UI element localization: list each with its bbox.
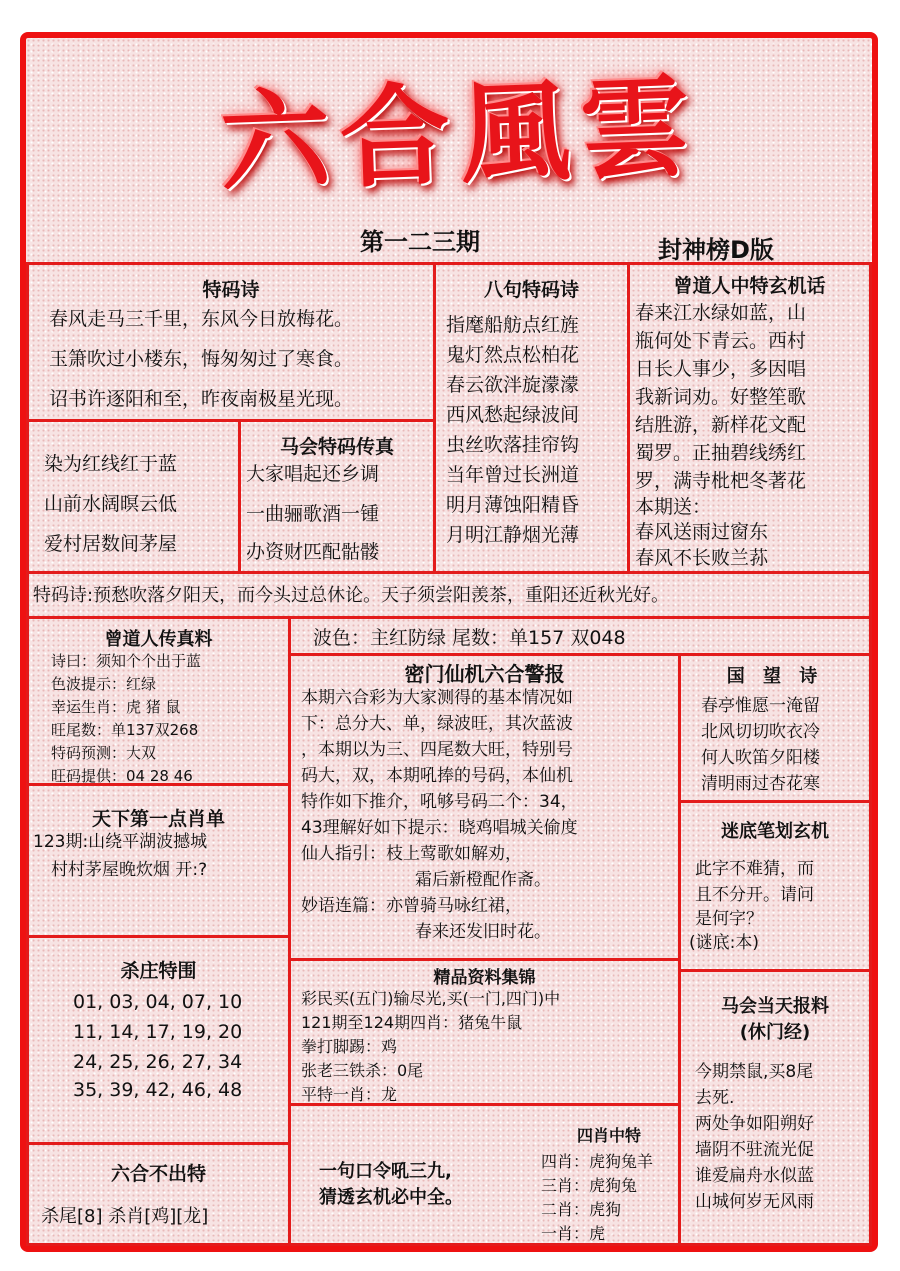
slogan-line: 猜透玄机必中全。 (319, 1187, 463, 1208)
secret-line: 霜后新橙配作斋。 (415, 870, 551, 890)
poem1-line: 诏书许逐阳和至，昨夜南极星光现。 (49, 388, 354, 410)
zengdao-line: 我新词劝。好整笙歌 (635, 386, 807, 408)
zengdao-line: 罗，满寺枇杷冬著花 (635, 470, 807, 492)
banner-text: 特码诗:预愁吹落夕阳天，而今头过总休论。天子须尝阳羡茶，重阳还近秋光好。 (33, 585, 670, 606)
poem8-box (433, 262, 630, 574)
poem8-line: 指麾船舫点红旌 (446, 314, 580, 336)
poem-left-line: 爱村居数间茅屋 (44, 533, 178, 555)
mahui-heading: 马会特码传真 (279, 436, 394, 458)
poem8-heading: 八句特码诗 (483, 279, 579, 301)
secret-line: 43理解好如下提示：晓鸡唱城关偷度 (301, 818, 578, 838)
zengdao-line: 春风不长败兰荪 (635, 547, 769, 569)
poem-left-line: 山前水阔暝云低 (44, 493, 178, 515)
collection-line: 121期至124期四肖：猪兔牛鼠 (301, 1013, 523, 1032)
guowang-line: 春亭惟愿一淹留 (701, 696, 820, 716)
collection-box (288, 958, 681, 1106)
poem8-line: 西风愁起绿波间 (446, 404, 580, 426)
fax-line: 幸运生肖：虎 猪 鼠 (51, 698, 181, 716)
slogan-line: 一句口令吼三九, (319, 1161, 452, 1182)
poem-left-line: 染为红线红于蓝 (44, 453, 178, 475)
guowang-line: 北风切切吹衣冷 (701, 722, 820, 742)
riddle-line: (谜底:本) (689, 933, 759, 953)
riddle-line: 是何字？ (695, 909, 763, 929)
mahui-day-heading: 马会当天报料 (721, 996, 829, 1017)
poem8-line: 明月薄蚀阳精昏 (446, 494, 580, 516)
poem8-line: 当年曾过长洲道 (446, 464, 580, 486)
noshow-box (26, 1142, 291, 1246)
four-zodiac-line: 一肖：虎 (541, 1224, 606, 1243)
poem8-line: 鬼灯然点松柏花 (446, 344, 580, 366)
collection-line: 平特一肖：龙 (301, 1085, 398, 1104)
riddle-heading: 迷底笔划玄机 (721, 821, 829, 842)
poem-left-box (26, 419, 241, 574)
zengdao-line: 蜀罗。正抽碧线绣红 (635, 442, 807, 464)
mahui-day-subheading: (休门经) (739, 1022, 811, 1043)
kill-line: 11, 14, 17, 19, 20 (73, 1021, 243, 1043)
banner-box (26, 571, 872, 619)
kill-heading: 杀庄特围 (120, 960, 197, 982)
collection-line: 张老三铁杀：0尾 (301, 1061, 424, 1080)
zodiac-line: 123期:山绕平湖波撼城 (33, 832, 208, 852)
mahui-day-line: 去死. (695, 1088, 735, 1108)
mahui-box (238, 419, 436, 574)
riddle-line: 且不分开。请问 (695, 885, 814, 905)
mahui-day-line: 墙阴不驻流光促 (695, 1140, 814, 1160)
fax-line: 旺尾数：单137双268 (51, 721, 199, 739)
secret-line: 码大，双，本期吼捧的号码，本仙机 (301, 766, 573, 786)
secret-line: 下：总分大、单，绿波旺，其次蓝波 (301, 714, 573, 734)
zodiac-box (26, 783, 291, 938)
mahui-line: 大家唱起还乡调 (246, 463, 380, 485)
zodiac-line: 村村茅屋晚炊烟 开:? (51, 860, 208, 880)
fax-line: 诗曰：须知个个出于蓝 (51, 652, 202, 670)
fax-box (26, 616, 291, 786)
secret-heading: 密门仙机六合警报 (404, 662, 565, 686)
poem1-line: 玉箫吹过小楼东，悔匆匆过了寒食。 (49, 348, 354, 370)
mahui-day-line: 今期禁鼠,买8尾 (695, 1062, 814, 1082)
four-zodiac-line: 四肖：虎狗兔羊 (541, 1152, 654, 1171)
secret-line: 本期六合彩为大家测得的基本情况如 (301, 688, 573, 708)
mahui-day-line: 谁爱扁舟水似蓝 (695, 1166, 814, 1186)
secret-line: 妙语连篇：亦曾骑马咏红裙， (301, 896, 522, 916)
zengdao-line: 本期送： (635, 496, 712, 518)
fax-heading: 曾道人传真料 (104, 629, 213, 650)
kill-line: 24, 25, 26, 27, 34 (73, 1051, 243, 1073)
zengdao-line: 春风送雨过窗东 (635, 521, 769, 543)
fax-line: 特码预测：大双 (51, 744, 157, 762)
collection-line: 拳打脚踢：鸡 (301, 1037, 398, 1056)
four-zodiac-heading: 四肖中特 (577, 1126, 642, 1145)
secret-line: 春来还发旧时花。 (415, 922, 551, 942)
wave-text: 波色：主红防绿 尾数：单157 双048 (313, 627, 626, 649)
mahui-line: 办资财匹配骷髅 (246, 541, 380, 563)
guowang-box (678, 653, 872, 803)
wave-box (288, 616, 872, 656)
zengdao-heading: 曾道人中特玄机话 (673, 275, 826, 297)
poem1-box (26, 262, 436, 422)
collection-line: 彩民买(五门)输尽光,买(一门,四门)中 (301, 989, 561, 1008)
issue-number: 第一二三期 (360, 228, 480, 256)
poem1-heading: 特码诗 (202, 279, 260, 301)
mahui-day-line: 两处争如阳朔好 (695, 1114, 814, 1134)
secret-line: 仙人指引：枝上莺歌如解劝， (301, 844, 522, 864)
guowang-heading: 国 望 诗 (726, 666, 824, 687)
zengdao-line: 瓶何处下青云。西村 (635, 330, 807, 352)
mahui-line: 一曲骊歌酒一锺 (246, 503, 380, 525)
kill-line: 01, 03, 04, 07, 10 (73, 991, 243, 1013)
guowang-line: 何人吹笛夕阳楼 (701, 748, 820, 768)
four-zodiac-line: 三肖：虎狗兔 (541, 1176, 638, 1195)
zengdao-line: 结胜游，新样花文配 (635, 414, 807, 436)
mahui-day-line: 山城何岁无风雨 (695, 1192, 814, 1212)
kill-line: 35, 39, 42, 46, 48 (73, 1079, 243, 1101)
collection-heading: 精品资料集锦 (433, 968, 536, 988)
riddle-line: 此字不难猜，而 (695, 859, 814, 879)
zengdao-box (627, 262, 872, 574)
bottom-center-box (288, 1103, 681, 1246)
noshow-text: 杀尾[8] 杀肖[鸡][龙] (41, 1206, 209, 1227)
secret-line: ，本期以为三、四尾数大旺，特别号 (301, 740, 573, 760)
poem8-line: 虫丝吹落挂帘钩 (446, 434, 580, 456)
zengdao-line: 日长人事少，多因唱 (635, 358, 807, 380)
secret-line: 特作如下推介，吼够号码二个：34， (301, 792, 578, 812)
kill-box (26, 935, 291, 1145)
fax-line: 旺码提供：04 28 46 (51, 767, 193, 785)
noshow-heading: 六合不出特 (110, 1163, 206, 1185)
guowang-line: 清明雨过杏花寒 (701, 774, 820, 794)
zengdao-line: 春来江水绿如蓝，山 (635, 302, 807, 324)
poem8-line: 月明江静烟光薄 (446, 524, 580, 546)
edition-label: 封神榜D版 (658, 236, 774, 264)
zodiac-heading: 天下第一点肖单 (91, 808, 225, 830)
secret-box (288, 653, 681, 961)
masthead-title: 六合風雲 (217, 61, 703, 208)
mahui-day-box (678, 969, 872, 1246)
four-zodiac-line: 二肖：虎狗 (541, 1200, 622, 1219)
riddle-box (678, 800, 872, 972)
fax-line: 色波提示：红绿 (51, 675, 157, 693)
poem1-line: 春风走马三千里，东风今日放梅花。 (49, 308, 354, 330)
poem8-line: 春云欲泮旋濛濛 (446, 374, 580, 396)
